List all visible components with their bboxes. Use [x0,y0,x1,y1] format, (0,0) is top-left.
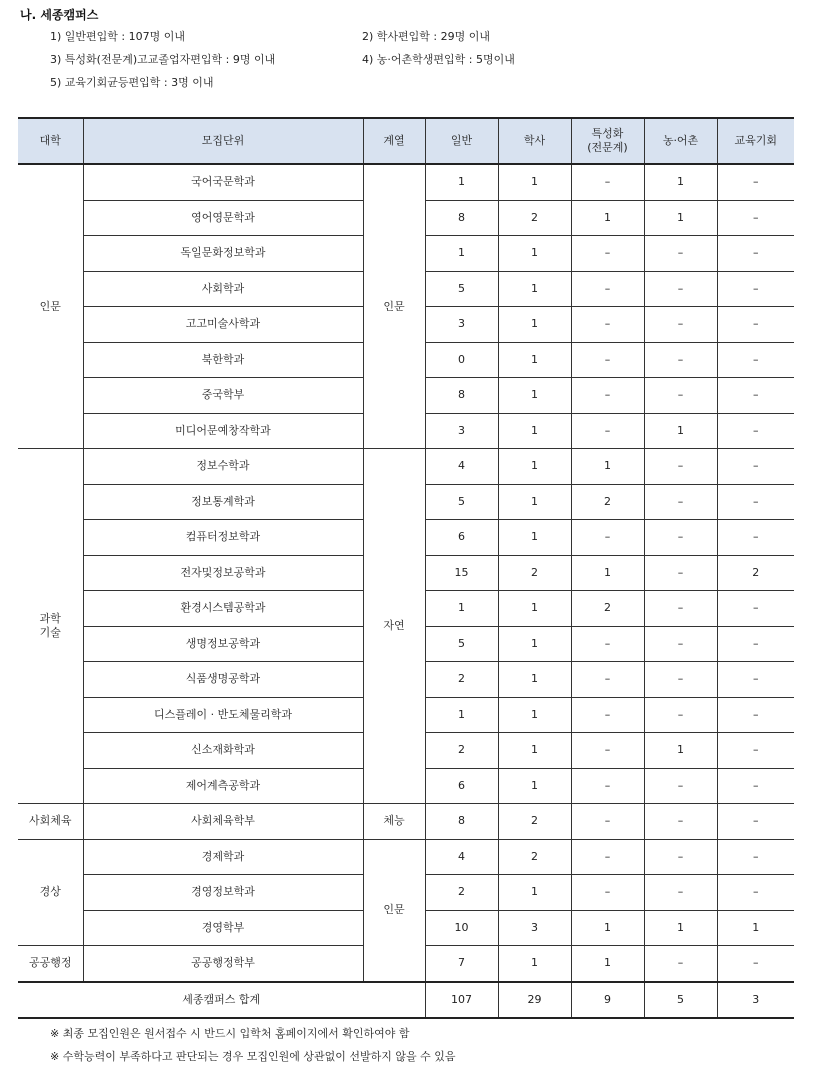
bachelor-cell: 1 [498,164,571,200]
equal-cell: – [717,236,794,272]
unit-cell: 경영학부 [83,910,363,946]
summary-rural: 4) 농·어촌학생편입학 : 5명이내 [362,53,515,66]
equal-cell: – [717,484,794,520]
rural-cell: – [644,555,717,591]
general-cell: 6 [425,768,498,804]
unit-cell: 경영정보학과 [83,875,363,911]
unit-cell: 정보통계학과 [83,484,363,520]
rural-cell: – [644,520,717,556]
special-cell: – [571,733,644,769]
unit-cell: 식품생명공학과 [83,662,363,698]
summary-bachelor: 2) 학사편입학 : 29명 이내 [362,30,490,43]
general-cell: 8 [425,378,498,414]
bachelor-cell: 1 [498,662,571,698]
special-cell: – [571,520,644,556]
summary-equal: 5) 교육기회균등편입학 : 3명 이내 [50,76,214,89]
special-cell: – [571,839,644,875]
table-row [18,164,794,200]
unit-cell: 중국학부 [83,378,363,414]
general-cell: 2 [425,733,498,769]
college-cell: 공공행정 [18,946,83,982]
equal-cell: – [717,626,794,662]
rural-cell: 1 [644,413,717,449]
unit-cell: 고고미술사학과 [83,307,363,343]
special-cell: – [571,875,644,911]
unit-cell: 독일문화정보학과 [83,236,363,272]
rural-cell: – [644,378,717,414]
college-cell: 과학 기술 [18,449,83,804]
bachelor-cell: 2 [498,839,571,875]
table-row [18,839,794,875]
special-cell: – [571,378,644,414]
bachelor-cell: 1 [498,946,571,982]
equal-cell: – [717,164,794,200]
general-cell: 6 [425,520,498,556]
bachelor-cell: 1 [498,342,571,378]
bachelor-cell: 1 [498,591,571,627]
rural-cell: – [644,626,717,662]
header-college: 대학 [18,118,83,164]
equal-cell: – [717,733,794,769]
rural-cell: – [644,271,717,307]
total-equal: 3 [717,982,794,1019]
bachelor-cell: 1 [498,449,571,485]
college-cell: 인문 [18,164,83,449]
bachelor-cell: 2 [498,200,571,236]
unit-cell: 국어국문학과 [83,164,363,200]
equal-cell: – [717,768,794,804]
header-bachelor: 학사 [498,118,571,164]
table-row [18,804,794,840]
unit-cell: 신소재화학과 [83,733,363,769]
rural-cell: – [644,236,717,272]
total-rural: 5 [644,982,717,1019]
total-special: 9 [571,982,644,1019]
special-cell: – [571,804,644,840]
special-cell: 1 [571,910,644,946]
section-title: 나. 세종캠퍼스 [20,8,99,22]
general-cell: 8 [425,804,498,840]
general-cell: 1 [425,591,498,627]
special-cell: – [571,697,644,733]
special-cell: – [571,413,644,449]
bachelor-cell: 1 [498,413,571,449]
equal-cell: – [717,449,794,485]
unit-cell: 공공행정학부 [83,946,363,982]
bachelor-cell: 1 [498,236,571,272]
equal-cell: – [717,946,794,982]
quota-table [18,117,794,1019]
table-header-row [18,118,794,164]
general-cell: 10 [425,910,498,946]
special-cell: – [571,236,644,272]
equal-cell: – [717,662,794,698]
general-cell: 5 [425,626,498,662]
general-cell: 1 [425,697,498,733]
special-cell: 1 [571,200,644,236]
rural-cell: 1 [644,910,717,946]
equal-cell: 1 [717,910,794,946]
general-cell: 2 [425,875,498,911]
table-row [18,449,794,485]
bachelor-cell: 1 [498,484,571,520]
special-cell: – [571,164,644,200]
equal-cell: – [717,591,794,627]
header-general: 일반 [425,118,498,164]
total-bachelor: 29 [498,982,571,1019]
general-cell: 3 [425,413,498,449]
unit-cell: 전자및정보공학과 [83,555,363,591]
track-cell: 인문 [363,839,425,982]
summary-special: 3) 특성화(전문계)고교졸업자편입학 : 9명 이내 [50,53,276,66]
unit-cell: 생명정보공학과 [83,626,363,662]
unit-cell: 미디어문예창작학과 [83,413,363,449]
equal-cell: – [717,271,794,307]
unit-cell: 북한학과 [83,342,363,378]
track-cell: 체능 [363,804,425,840]
total-label: 세종캠퍼스 합계 [18,982,425,1019]
college-cell: 경상 [18,839,83,946]
unit-cell: 사회학과 [83,271,363,307]
rural-cell: 1 [644,164,717,200]
note-selection: ※ 수학능력이 부족하다고 판단되는 경우 모집인원에 상관없이 선발하지 않을 수 있음 [50,1050,456,1063]
general-cell: 4 [425,449,498,485]
bachelor-cell: 2 [498,804,571,840]
equal-cell: – [717,875,794,911]
special-cell: 1 [571,946,644,982]
rural-cell: – [644,768,717,804]
general-cell: 1 [425,236,498,272]
table-body [18,164,794,1018]
bachelor-cell: 1 [498,733,571,769]
general-cell: 5 [425,484,498,520]
general-cell: 8 [425,200,498,236]
special-cell: 1 [571,449,644,485]
rural-cell: – [644,662,717,698]
bachelor-cell: 1 [498,697,571,733]
total-general: 107 [425,982,498,1019]
unit-cell: 경제학과 [83,839,363,875]
header-equal: 교육기회 [717,118,794,164]
unit-cell: 컴퓨터정보학과 [83,520,363,556]
header-unit: 모집단위 [83,118,363,164]
unit-cell: 사회체육학부 [83,804,363,840]
unit-cell: 영어영문학과 [83,200,363,236]
equal-cell: – [717,697,794,733]
equal-cell: – [717,378,794,414]
header-track: 계열 [363,118,425,164]
equal-cell: – [717,413,794,449]
general-cell: 0 [425,342,498,378]
bachelor-cell: 1 [498,626,571,662]
general-cell: 5 [425,271,498,307]
general-cell: 1 [425,164,498,200]
note-final-quota: ※ 최종 모집인원은 원서접수 시 반드시 입학처 홈페이지에서 확인하여야 함 [50,1027,410,1040]
general-cell: 7 [425,946,498,982]
rural-cell: – [644,449,717,485]
summary-general: 1) 일반편입학 : 107명 이내 [50,30,185,43]
equal-cell: – [717,200,794,236]
unit-cell: 제어계측공학과 [83,768,363,804]
unit-cell: 디스플레이 · 반도체물리학과 [83,697,363,733]
rural-cell: – [644,697,717,733]
college-cell: 사회체육 [18,804,83,840]
special-cell: 2 [571,591,644,627]
rural-cell: – [644,307,717,343]
special-cell: 2 [571,484,644,520]
general-cell: 4 [425,839,498,875]
rural-cell: – [644,342,717,378]
special-cell: – [571,307,644,343]
equal-cell: – [717,520,794,556]
rural-cell: – [644,875,717,911]
special-cell: – [571,768,644,804]
bachelor-cell: 1 [498,768,571,804]
equal-cell: – [717,342,794,378]
header-special: 특성화 (전문계) [571,118,644,164]
equal-cell: 2 [717,555,794,591]
special-cell: – [571,271,644,307]
equal-cell: – [717,307,794,343]
equal-cell: – [717,839,794,875]
special-cell: – [571,626,644,662]
special-cell: – [571,662,644,698]
track-cell: 자연 [363,449,425,804]
rural-cell: – [644,591,717,627]
bachelor-cell: 1 [498,271,571,307]
equal-cell: – [717,804,794,840]
bachelor-cell: 3 [498,910,571,946]
track-cell: 인문 [363,164,425,449]
special-cell: 1 [571,555,644,591]
bachelor-cell: 1 [498,378,571,414]
rural-cell: – [644,839,717,875]
rural-cell: 1 [644,733,717,769]
bachelor-cell: 1 [498,307,571,343]
unit-cell: 정보수학과 [83,449,363,485]
rural-cell: 1 [644,200,717,236]
general-cell: 2 [425,662,498,698]
header-rural: 농·어촌 [644,118,717,164]
bachelor-cell: 1 [498,520,571,556]
unit-cell: 환경시스템공학과 [83,591,363,627]
rural-cell: – [644,484,717,520]
bachelor-cell: 1 [498,875,571,911]
bachelor-cell: 2 [498,555,571,591]
general-cell: 15 [425,555,498,591]
general-cell: 3 [425,307,498,343]
special-cell: – [571,342,644,378]
rural-cell: – [644,804,717,840]
rural-cell: – [644,946,717,982]
total-row [18,982,794,1019]
